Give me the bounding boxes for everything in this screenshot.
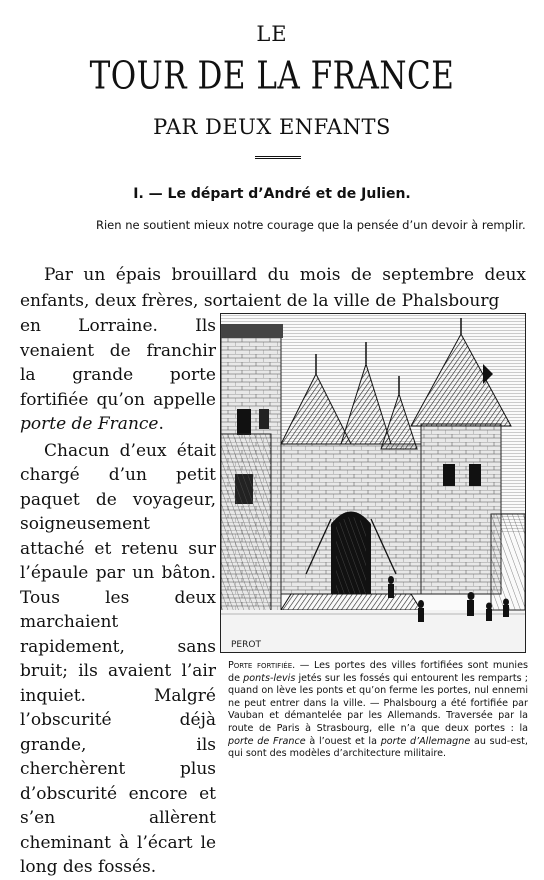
engraving-illustration: [221, 314, 525, 652]
caption-text: au sud-est, qui sont des modèles d’architecture militaire.: [228, 735, 528, 760]
body-column: [20, 314, 216, 880]
epigraph: Rien ne soutient mieux notre courage que la pensée d’un devoir à remplir.: [96, 218, 526, 232]
caption-text: jetés sur les fossés qui entourent les remparts ; quand on lève les ponts et qu’on ferme les portes, nul ennemi ne peut entrer dans la ville. — Phalsbourg a été fortifiée par Vauban et démantelée par les Allemands. Traversée par la route de Paris à Strasbourg, elle n’a que deux portes : la: [228, 672, 528, 734]
book-title: TOUR DE LA FRANCE: [89, 53, 455, 99]
body-text: en Lorraine. Ils venaient de franchir la grande porte fortifiée qu’on appelle: [20, 316, 216, 410]
body-paragraph-2: Chacun d’eux était chargé d’un petit paquet de voyageur, soigneusement attaché et retenu sur l’épaule par un bâton. Tous les deux marchaient rapidement, sans bruit; ils avaient l’air inquiet. Malgré l’obscurité déjà grande, ils cherchèrent plus d’obscurité encore et s’en allèrent cheminant à l’écart le long des fossés.: [20, 440, 216, 877]
body-paragraph-1-continued: [20, 314, 216, 437]
caption-italic: ponts-levis: [243, 672, 296, 684]
engraver-signature: PEROT: [231, 640, 261, 650]
body-italic-text: porte de France: [20, 414, 159, 434]
body-paragraph-opening: Par un épais brouillard du mois de septembre deux enfants, deux frères, sortaient de la ville de Phalsbourg: [20, 265, 526, 311]
caption-text: à l’ouest et la: [305, 735, 381, 747]
caption-italic: porte de France: [228, 735, 306, 747]
chapter-heading: I. — Le départ d’André et de Julien.: [133, 186, 411, 202]
book-subtitle: PAR DEUX ENFANTS: [153, 115, 391, 139]
caption-label: Porte fortifiée.: [228, 660, 296, 671]
body-text: .: [158, 414, 164, 434]
engraving-fortified-gate: [220, 313, 526, 653]
caption-italic: porte d’Allemagne: [380, 735, 471, 747]
title-divider: [255, 156, 301, 159]
figure-caption: [228, 660, 528, 761]
caption-text: — Les portes des villes fortifiées sont munies de: [228, 660, 528, 684]
book-title-article: LE: [256, 22, 288, 46]
